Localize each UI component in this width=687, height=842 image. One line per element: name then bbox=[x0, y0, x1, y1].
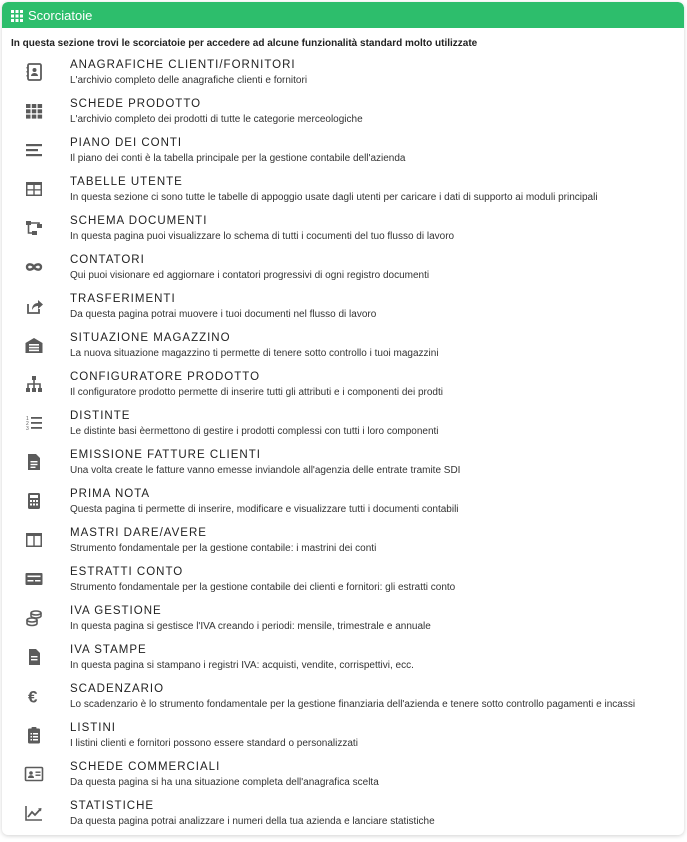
shortcut-title[interactable]: STATISTICHE bbox=[70, 800, 155, 812]
shortcut-item[interactable] bbox=[2, 486, 684, 525]
share-icon bbox=[23, 295, 45, 317]
shortcuts-panel bbox=[2, 2, 684, 835]
shortcut-description: In questa pagina si gestisce l'IVA creando i periodi: mensile, trimestrale e annuale bbox=[70, 621, 431, 632]
shortcut-item[interactable] bbox=[2, 330, 684, 369]
shortcut-title[interactable]: SITUAZIONE MAGAZZINO bbox=[70, 332, 231, 344]
shortcut-title[interactable]: TABELLE UTENTE bbox=[70, 176, 183, 188]
intro-text: In questa sezione trovi le scorciatoie per accedere ad alcune funzionalità standard molto utilizzate bbox=[11, 38, 478, 49]
shortcut-description: Le distinte basi èermettono di gestire i prodotti complessi con tutti i loro componenti bbox=[70, 426, 439, 437]
shortcut-item[interactable] bbox=[2, 369, 684, 408]
chart-icon bbox=[23, 802, 45, 824]
shortcut-description: In questa pagina puoi visualizzare lo schema di tutti i cocumenti del tuo flusso di lavoro bbox=[70, 231, 455, 242]
shortcut-title[interactable]: CONTATORI bbox=[70, 254, 145, 266]
flow-icon bbox=[23, 217, 45, 239]
grid-icon bbox=[23, 100, 45, 122]
shortcut-description: In questa sezione ci sono tutte le tabelle di appoggio usate dagli utenti per caricare i dati di supporto ai moduli principali bbox=[70, 192, 598, 203]
panel-header bbox=[2, 2, 684, 28]
grid-icon bbox=[11, 9, 23, 21]
shortcut-title[interactable]: LISTINI bbox=[70, 722, 116, 734]
lines-icon bbox=[23, 139, 45, 161]
shortcut-title[interactable]: MASTRI DARE/AVERE bbox=[70, 527, 207, 539]
shortcut-item[interactable] bbox=[2, 681, 684, 720]
shortcut-title[interactable]: IVA STAMPE bbox=[70, 644, 147, 656]
shortcut-item[interactable] bbox=[2, 135, 684, 174]
shortcut-title[interactable]: EMISSIONE FATTURE CLIENTI bbox=[70, 449, 261, 461]
table-icon bbox=[23, 178, 45, 200]
shortcut-item[interactable] bbox=[2, 408, 684, 447]
shortcut-item[interactable] bbox=[2, 213, 684, 252]
svg-text:€: € bbox=[28, 687, 38, 706]
svg-text:3: 3 bbox=[26, 426, 29, 432]
shortcut-description: Questa pagina ti permette di inserire, modificare e visualizzare tutti i documenti contabili bbox=[70, 504, 459, 515]
document-icon bbox=[23, 451, 45, 473]
shortcut-title[interactable]: IVA GESTIONE bbox=[70, 605, 162, 617]
shortcut-description: Una volta create le fatture vanno emesse inviandole all'agenzia delle entrate tramite SDI bbox=[70, 465, 461, 476]
shortcut-description: Da questa pagina si ha una situazione completa dell'anagrafica scelta bbox=[70, 777, 379, 788]
shortcut-item[interactable] bbox=[2, 57, 684, 96]
shortcut-title[interactable]: DISTINTE bbox=[70, 410, 131, 422]
shortcut-title[interactable]: SCADENZARIO bbox=[70, 683, 165, 695]
shortcut-title[interactable]: SCHEDE COMMERCIALI bbox=[70, 761, 221, 773]
warehouse-icon bbox=[23, 334, 45, 356]
id-card-icon bbox=[23, 763, 45, 785]
clipboard-icon bbox=[23, 724, 45, 746]
shortcut-title[interactable]: TRASFERIMENTI bbox=[70, 293, 176, 305]
shortcut-description: Lo scadenzario è lo strumento fondamentale per la gestione finanziaria dell'azienda e tenere sotto controllo pagamenti e incassi bbox=[70, 699, 636, 710]
shortcut-title[interactable]: PRIMA NOTA bbox=[70, 488, 151, 500]
panel-title: Scorciatoie bbox=[28, 7, 93, 23]
shortcut-item[interactable] bbox=[2, 96, 684, 135]
shortcut-item[interactable] bbox=[2, 720, 684, 759]
contact-book-icon bbox=[23, 61, 45, 83]
shortcut-description: Il configuratore prodotto permette di inserire tutti gli attributi e i componenti dei prodti bbox=[70, 387, 443, 398]
shortcut-description: Strumento fondamentale per la gestione contabile: i mastrini dei conti bbox=[70, 543, 377, 554]
shortcut-description: Da questa pagina potrai muovere i tuoi documenti nel flusso di lavoro bbox=[70, 309, 377, 320]
shortcut-description: Qui puoi visionare ed aggiornare i contatori progressivi di ogni registro documenti bbox=[70, 270, 430, 281]
shortcut-item[interactable] bbox=[2, 603, 684, 642]
euro-icon bbox=[23, 685, 45, 707]
shortcut-item[interactable] bbox=[2, 798, 684, 835]
infinity-icon bbox=[23, 256, 45, 278]
shortcut-description: La nuova situazione magazzino ti permette di tenere sotto controllo i tuoi magazzini bbox=[70, 348, 439, 359]
shortcut-description: Da questa pagina potrai analizzare i numeri della tua azienda e lanciare statistiche bbox=[70, 816, 435, 827]
shortcut-description: L'archivio completo delle anagrafiche clienti e fornitori bbox=[70, 75, 308, 86]
numbered-list-icon bbox=[23, 412, 45, 434]
shortcut-item[interactable] bbox=[2, 525, 684, 564]
shortcut-description: Il piano dei conti è la tabella principale per la gestione contabile dell'azienda bbox=[70, 153, 406, 164]
shortcut-title[interactable]: ESTRATTI CONTO bbox=[70, 566, 184, 578]
shortcut-item[interactable] bbox=[2, 252, 684, 291]
shortcut-description: Strumento fondamentale per la gestione contabile dei clienti e fornitori: gli estratti conto bbox=[70, 582, 456, 593]
hierarchy-icon bbox=[23, 373, 45, 395]
shortcut-description: In questa pagina si stampano i registri IVA: acquisti, vendite, corrispettivi, ecc. bbox=[70, 660, 414, 671]
columns-icon bbox=[23, 529, 45, 551]
shortcut-item[interactable] bbox=[2, 642, 684, 681]
shortcut-description: I listini clienti e fornitori possono essere standard o personalizzati bbox=[70, 738, 358, 749]
shortcut-description: L'archivio completo dei prodotti di tutte le categorie merceologiche bbox=[70, 114, 363, 125]
svg-text:1: 1 bbox=[26, 416, 29, 422]
coins-icon bbox=[23, 607, 45, 629]
svg-text:2: 2 bbox=[26, 421, 29, 427]
shortcut-item[interactable] bbox=[2, 564, 684, 603]
shortcut-item[interactable] bbox=[2, 447, 684, 486]
shortcut-list bbox=[2, 57, 684, 835]
shortcut-title[interactable]: SCHEMA DOCUMENTI bbox=[70, 215, 208, 227]
file-icon bbox=[23, 646, 45, 668]
shortcut-title[interactable]: SCHEDE PRODOTTO bbox=[70, 98, 202, 110]
card-icon bbox=[23, 568, 45, 590]
shortcut-title[interactable]: PIANO DEI CONTI bbox=[70, 137, 183, 149]
shortcut-item[interactable] bbox=[2, 759, 684, 798]
shortcut-item[interactable] bbox=[2, 174, 684, 213]
shortcut-item[interactable] bbox=[2, 291, 684, 330]
calculator-icon bbox=[23, 490, 45, 512]
shortcut-title[interactable]: ANAGRAFICHE CLIENTI/FORNITORI bbox=[70, 59, 296, 71]
shortcut-title[interactable]: CONFIGURATORE PRODOTTO bbox=[70, 371, 261, 383]
